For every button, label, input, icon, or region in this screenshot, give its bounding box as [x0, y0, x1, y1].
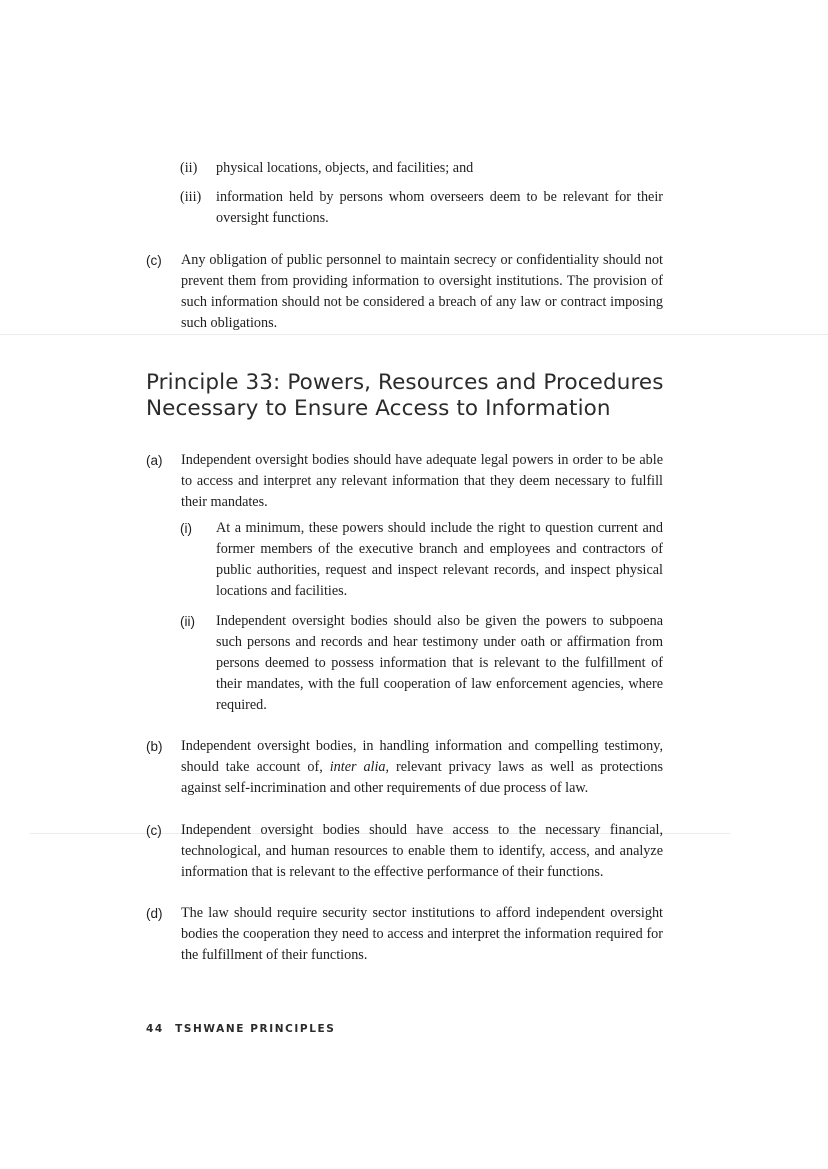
list-marker: (iii) [180, 189, 202, 205]
paragraph-marker: (d) [146, 906, 163, 921]
principle-heading-line: Principle 33: Powers, Resources and Procedures [146, 370, 664, 395]
paragraph-text: The law should require security sector institutions to afford independent oversight bodies the cooperation they need to access and interpret the information required for the fulfillment of their functions. [181, 905, 663, 963]
paragraph-text-part: Independent oversight bodies, in handling information and compelling testimony, should take account of, [181, 738, 663, 775]
paragraph-marker: (b) [146, 739, 163, 754]
list-item-text: information held by persons whom overseers deem to be relevant for their oversight functions. [216, 189, 663, 226]
list-marker: (ii) [180, 160, 198, 176]
paragraph-text: Independent oversight bodies should have adequate legal powers in order to be able to access and interpret any relevant information that they deem necessary to fulfill their mandates. [181, 452, 663, 510]
paragraph-marker: (c) [146, 823, 162, 838]
page-footer [146, 1023, 335, 1035]
list-item-text: At a minimum, these powers should include the right to question current and former members of the executive branch and employees and contractors of public authorities, request and inspect relevant records, and inspect physical locations and facilities. [216, 520, 663, 599]
principle-heading-line: Necessary to Ensure Access to Information [146, 396, 611, 421]
paragraph-text: Any obligation of public personnel to maintain secrecy or confidentiality should not prevent them from providing information to oversight institutions. The provision of such information should not be considered a breach of any law or contract imposing such obligations. [181, 252, 663, 331]
page-number: 44 [146, 1023, 164, 1035]
paragraph-text-part: , relevant privacy laws as well as protections against self-incrimination and other requirements of due process of law. [181, 759, 663, 796]
list-marker: (i) [180, 521, 192, 536]
list-item-text: Independent oversight bodies should also be given the powers to subpoena such persons and records and hear testimony under oath or affirmation from persons deemed to possess information that is relevant to the fulfillment of their mandates, with the full cooperation of law enforcement agencies, where required. [216, 613, 663, 713]
paragraph-marker: (c) [146, 253, 162, 268]
paragraph-text: Independent oversight bodies should have access to the necessary financial, technological, and human resources to enable them to identify, access, and analyze information that is relevant to the effective performance of their functions. [181, 822, 663, 880]
principle-heading [146, 370, 706, 422]
list-marker: (ii) [180, 614, 195, 629]
list-item-text: physical locations, objects, and facilities; and [216, 160, 474, 176]
paragraph-marker: (a) [146, 453, 163, 468]
running-title: TSHWANE PRINCIPLES [175, 1023, 336, 1035]
scan-rule [0, 334, 828, 335]
paragraph-text [181, 736, 663, 799]
latin-term: inter alia [329, 759, 386, 775]
